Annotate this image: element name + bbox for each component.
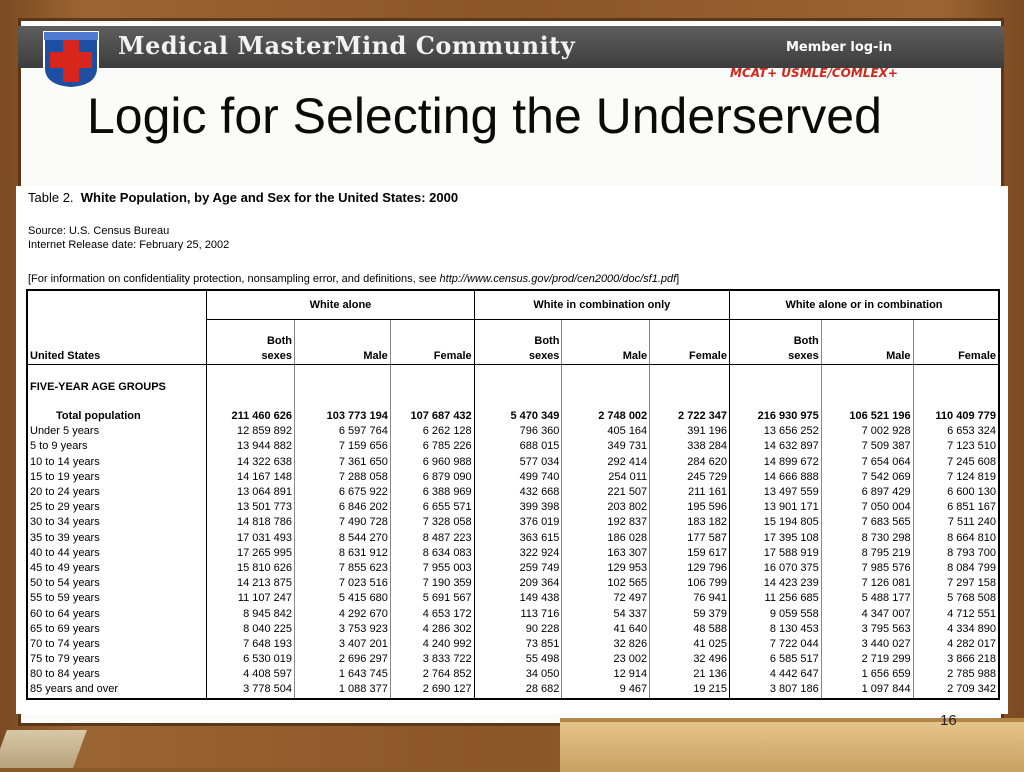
table-cell: 4 347 007 xyxy=(821,606,913,621)
table-source: Source: U.S. Census Bureau Internet Release date: February 25, 2002 xyxy=(28,225,230,251)
table-cell: 159 617 xyxy=(650,546,730,561)
table-cell: 5 691 567 xyxy=(390,591,474,606)
table-cell: 106 799 xyxy=(650,576,730,591)
census-table xyxy=(26,289,1000,700)
table-cell: 2 719 299 xyxy=(821,652,913,667)
table-cell: 349 731 xyxy=(562,439,650,454)
table-cell: 4 653 172 xyxy=(390,606,474,621)
table-cell: 8 664 810 xyxy=(913,531,999,546)
group-header: White alone or in combination xyxy=(729,290,999,320)
table-cell: 34 050 xyxy=(474,667,562,682)
table-cell: 7 126 081 xyxy=(821,576,913,591)
table-cell: 8 631 912 xyxy=(295,546,391,561)
table-row xyxy=(27,606,999,621)
table-cell: 13 501 773 xyxy=(207,500,295,515)
table-cell: 391 196 xyxy=(650,424,730,439)
table-cell: 2 696 297 xyxy=(295,652,391,667)
column-header-row xyxy=(27,320,999,365)
table-cell: 4 408 597 xyxy=(207,667,295,682)
table-title: Table 2. White Population, by Age and Sex for the United States: 2000 xyxy=(28,190,459,205)
table-note: [For information on confidentiality protection, nonsampling error, and definitions, see http://www.census.gov/prod/cen2000/doc/sf1.pdf] xyxy=(28,273,680,285)
table-cell: 7 023 516 xyxy=(295,576,391,591)
table-cell: 17 588 919 xyxy=(729,546,821,561)
table-cell: 13 064 891 xyxy=(207,485,295,500)
table-cell: 8 544 270 xyxy=(295,531,391,546)
table-row xyxy=(27,622,999,637)
table-cell: 405 164 xyxy=(562,424,650,439)
table-cell: 113 716 xyxy=(474,606,562,621)
table-cell: 6 851 167 xyxy=(913,500,999,515)
row-label: 10 to 14 years xyxy=(30,455,100,468)
table-cell: 48 588 xyxy=(650,622,730,637)
row-label: 60 to 64 years xyxy=(30,607,100,620)
table-cell: 102 565 xyxy=(562,576,650,591)
column-header-both-sexes: Both sexes xyxy=(207,320,295,365)
table-cell: 8 730 298 xyxy=(821,531,913,546)
table-cell: 7 123 510 xyxy=(913,439,999,454)
column-header-both-sexes: Both sexes xyxy=(474,320,562,365)
table-cell: 338 284 xyxy=(650,439,730,454)
row-label: 65 to 69 years xyxy=(30,622,100,635)
table-cell: 688 015 xyxy=(474,439,562,454)
table-cell: 7 985 576 xyxy=(821,561,913,576)
table-cell: 7 683 565 xyxy=(821,515,913,530)
section-label: FIVE-YEAR AGE GROUPS xyxy=(30,380,166,393)
table-cell: 59 379 xyxy=(650,606,730,621)
table-cell: 7 124 819 xyxy=(913,470,999,485)
table-cell: 13 944 882 xyxy=(207,439,295,454)
table-cell: 4 712 551 xyxy=(913,606,999,621)
table-cell: 363 615 xyxy=(474,531,562,546)
table-cell: 183 182 xyxy=(650,515,730,530)
group-header-empty xyxy=(27,290,207,320)
row-label: Under 5 years xyxy=(30,425,100,438)
table-cell: 163 307 xyxy=(562,546,650,561)
table-cell: 6 897 429 xyxy=(821,485,913,500)
table-cell: 5 768 508 xyxy=(913,591,999,606)
table-cell: 14 213 875 xyxy=(207,576,295,591)
table-row xyxy=(27,667,999,682)
table-cell: 32 826 xyxy=(562,637,650,652)
table-cell xyxy=(729,365,821,410)
table-cell: 8 945 842 xyxy=(207,606,295,621)
table-cell xyxy=(207,365,295,410)
table-cell: 7 490 728 xyxy=(295,515,391,530)
table-cell: 14 899 672 xyxy=(729,455,821,470)
table-cell: 15 810 626 xyxy=(207,561,295,576)
table-cell: 14 423 239 xyxy=(729,576,821,591)
table-cell: 110 409 779 xyxy=(913,409,999,424)
table-cell: 259 749 xyxy=(474,561,562,576)
table-cell: 284 620 xyxy=(650,455,730,470)
table-cell: 6 655 571 xyxy=(390,500,474,515)
table-cell: 2 709 342 xyxy=(913,682,999,698)
row-label: 30 to 34 years xyxy=(30,516,100,529)
table-cell: 17 265 995 xyxy=(207,546,295,561)
table-cell: 8 040 225 xyxy=(207,622,295,637)
table-cell: 23 002 xyxy=(562,652,650,667)
table-cell: 73 851 xyxy=(474,637,562,652)
table-cell: 211 460 626 xyxy=(207,409,295,424)
table-cell: 6 585 517 xyxy=(729,652,821,667)
group-header: White alone xyxy=(207,290,474,320)
table-row xyxy=(27,576,999,591)
table-cell: 254 011 xyxy=(562,470,650,485)
table-cell: 1 097 844 xyxy=(821,682,913,698)
column-header-female: Female xyxy=(913,320,999,365)
table-cell: 17 395 108 xyxy=(729,531,821,546)
table-cell: 3 807 186 xyxy=(729,682,821,698)
table-cell: 6 653 324 xyxy=(913,424,999,439)
table-cell: 376 019 xyxy=(474,515,562,530)
table-cell: 7 542 069 xyxy=(821,470,913,485)
table-cell: 7 002 928 xyxy=(821,424,913,439)
table-cell: 28 682 xyxy=(474,682,562,698)
table-cell: 7 722 044 xyxy=(729,637,821,652)
row-label: 85 years and over xyxy=(30,683,119,696)
table-cell: 2 722 347 xyxy=(650,409,730,424)
table-row xyxy=(27,424,999,439)
table-cell: 11 256 685 xyxy=(729,591,821,606)
table-cell: 3 440 027 xyxy=(821,637,913,652)
table-cell: 8 130 453 xyxy=(729,622,821,637)
table-cell: 103 773 194 xyxy=(295,409,391,424)
table-cell: 2 764 852 xyxy=(390,667,474,682)
table-cell: 8 084 799 xyxy=(913,561,999,576)
table-cell: 4 282 017 xyxy=(913,637,999,652)
exam-links[interactable]: MCAT+ USMLE/COMLEX+ xyxy=(730,66,898,80)
table-cell: 186 028 xyxy=(562,531,650,546)
table-cell: 3 866 218 xyxy=(913,652,999,667)
table-cell: 4 442 647 xyxy=(729,667,821,682)
table-cell: 41 640 xyxy=(562,622,650,637)
table-cell: 221 507 xyxy=(562,485,650,500)
table-cell: 322 924 xyxy=(474,546,562,561)
table-cell: 6 675 922 xyxy=(295,485,391,500)
table-cell: 1 088 377 xyxy=(295,682,391,698)
table-row xyxy=(27,561,999,576)
group-header-row xyxy=(27,290,999,320)
table-cell: 1 656 659 xyxy=(821,667,913,682)
table-cell xyxy=(913,365,999,410)
table-cell: 7 511 240 xyxy=(913,515,999,530)
row-label: 40 to 44 years xyxy=(30,546,100,559)
column-header-female: Female xyxy=(650,320,730,365)
table-cell: 14 666 888 xyxy=(729,470,821,485)
table-cell: 1 643 745 xyxy=(295,667,391,682)
table-row xyxy=(27,439,999,454)
table-cell: 2 690 127 xyxy=(390,682,474,698)
table-cell: 17 031 493 xyxy=(207,531,295,546)
table-cell: 9 059 558 xyxy=(729,606,821,621)
table-cell: 499 740 xyxy=(474,470,562,485)
table-cell: 399 398 xyxy=(474,500,562,515)
table-cell: 7 654 064 xyxy=(821,455,913,470)
table-cell: 76 941 xyxy=(650,591,730,606)
page-number: 16 xyxy=(940,712,957,729)
table-cell: 149 438 xyxy=(474,591,562,606)
column-header-female: Female xyxy=(390,320,474,365)
table-row xyxy=(27,470,999,485)
table-cell: 19 215 xyxy=(650,682,730,698)
table-cell: 203 802 xyxy=(562,500,650,515)
census-url-link[interactable]: http://www.census.gov/prod/cen2000/doc/sf1.pdf xyxy=(439,273,677,285)
table-cell: 14 632 897 xyxy=(729,439,821,454)
table-row xyxy=(27,546,999,561)
table-row xyxy=(27,455,999,470)
total-row xyxy=(27,409,999,424)
table-cell: 4 240 992 xyxy=(390,637,474,652)
table-cell: 195 596 xyxy=(650,500,730,515)
table-row xyxy=(27,500,999,515)
medical-cross-logo-icon xyxy=(40,28,102,90)
group-header: White in combination only xyxy=(474,290,729,320)
table-cell: 55 498 xyxy=(474,652,562,667)
table-row xyxy=(27,591,999,606)
census-table-card xyxy=(16,186,1008,714)
table-cell: 129 953 xyxy=(562,561,650,576)
row-label: 70 to 74 years xyxy=(30,637,100,650)
table-cell: 129 796 xyxy=(650,561,730,576)
row-label: 20 to 24 years xyxy=(30,486,100,499)
table-cell: 177 587 xyxy=(650,531,730,546)
table-cell xyxy=(821,365,913,410)
table-cell: 245 729 xyxy=(650,470,730,485)
desk-edge-left xyxy=(0,730,87,768)
row-label: 45 to 49 years xyxy=(30,561,100,574)
table-cell: 5 415 680 xyxy=(295,591,391,606)
table-cell: 14 322 638 xyxy=(207,455,295,470)
table-cell: 13 656 252 xyxy=(729,424,821,439)
table-cell: 6 879 090 xyxy=(390,470,474,485)
table-row xyxy=(27,652,999,667)
row-label: 75 to 79 years xyxy=(30,653,100,666)
table-cell xyxy=(650,365,730,410)
table-cell: 4 286 302 xyxy=(390,622,474,637)
table-cell: 3 795 563 xyxy=(821,622,913,637)
table-cell: 6 846 202 xyxy=(295,500,391,515)
table-cell: 292 414 xyxy=(562,455,650,470)
table-cell: 2 748 002 xyxy=(562,409,650,424)
table-cell: 7 245 608 xyxy=(913,455,999,470)
table-cell: 6 597 764 xyxy=(295,424,391,439)
table-cell: 7 328 058 xyxy=(390,515,474,530)
column-header-male: Male xyxy=(295,320,391,365)
table-cell: 216 930 975 xyxy=(729,409,821,424)
table-cell: 7 297 158 xyxy=(913,576,999,591)
table-cell: 209 364 xyxy=(474,576,562,591)
row-label: 35 to 39 years xyxy=(30,531,100,544)
table-cell: 107 687 432 xyxy=(390,409,474,424)
table-cell: 13 901 171 xyxy=(729,500,821,515)
column-header-male: Male xyxy=(562,320,650,365)
table-cell: 6 388 969 xyxy=(390,485,474,500)
row-label: 80 to 84 years xyxy=(30,668,100,681)
table-cell: 5 470 349 xyxy=(474,409,562,424)
table-cell: 7 050 004 xyxy=(821,500,913,515)
table-cell: 5 488 177 xyxy=(821,591,913,606)
table-cell: 2 785 988 xyxy=(913,667,999,682)
row-label: 55 to 59 years xyxy=(30,592,100,605)
row-label: Total population xyxy=(56,410,141,423)
table-cell: 12 914 xyxy=(562,667,650,682)
table-cell: 3 407 201 xyxy=(295,637,391,652)
row-label: 5 to 9 years xyxy=(30,440,88,453)
table-cell: 7 190 359 xyxy=(390,576,474,591)
table-cell: 72 497 xyxy=(562,591,650,606)
column-header-male: Male xyxy=(821,320,913,365)
table-cell: 7 955 003 xyxy=(390,561,474,576)
table-cell: 6 262 128 xyxy=(390,424,474,439)
table-cell: 9 467 xyxy=(562,682,650,698)
table-cell: 6 600 130 xyxy=(913,485,999,500)
table-cell: 12 859 892 xyxy=(207,424,295,439)
table-cell: 192 837 xyxy=(562,515,650,530)
table-row xyxy=(27,637,999,652)
table-cell: 4 334 890 xyxy=(913,622,999,637)
table-cell: 7 855 623 xyxy=(295,561,391,576)
table-cell: 8 793 700 xyxy=(913,546,999,561)
table-cell: 4 292 670 xyxy=(295,606,391,621)
table-cell: 3 833 722 xyxy=(390,652,474,667)
table-cell: 8 487 223 xyxy=(390,531,474,546)
table-cell: 6 960 988 xyxy=(390,455,474,470)
table-cell: 6 530 019 xyxy=(207,652,295,667)
section-row xyxy=(27,365,999,410)
member-login-link[interactable]: Member log-in xyxy=(786,40,893,55)
table-cell: 16 070 375 xyxy=(729,561,821,576)
table-cell: 7 648 193 xyxy=(207,637,295,652)
table-cell: 432 668 xyxy=(474,485,562,500)
table-row xyxy=(27,485,999,500)
table-cell: 106 521 196 xyxy=(821,409,913,424)
table-cell: 54 337 xyxy=(562,606,650,621)
table-cell: 7 509 387 xyxy=(821,439,913,454)
table-cell: 21 136 xyxy=(650,667,730,682)
row-header-label: United States xyxy=(27,320,207,365)
table-cell: 11 107 247 xyxy=(207,591,295,606)
table-cell: 7 159 656 xyxy=(295,439,391,454)
table-cell: 3 753 923 xyxy=(295,622,391,637)
table-cell xyxy=(474,365,562,410)
row-label: 15 to 19 years xyxy=(30,470,100,483)
table-row xyxy=(27,531,999,546)
slide-title: Logic for Selecting the Underserved xyxy=(87,88,882,144)
table-row xyxy=(27,682,999,698)
column-header-both-sexes: Both sexes xyxy=(729,320,821,365)
table-cell: 15 194 805 xyxy=(729,515,821,530)
table-cell: 13 497 559 xyxy=(729,485,821,500)
table-cell: 8 795 219 xyxy=(821,546,913,561)
row-label: 50 to 54 years xyxy=(30,577,100,590)
site-brand[interactable]: Medical MasterMind Community xyxy=(118,31,576,60)
table-cell: 796 360 xyxy=(474,424,562,439)
table-cell: 8 634 083 xyxy=(390,546,474,561)
table-cell xyxy=(562,365,650,410)
table-cell: 3 778 504 xyxy=(207,682,295,698)
table-cell: 14 167 148 xyxy=(207,470,295,485)
table-cell xyxy=(295,365,391,410)
table-cell: 41 025 xyxy=(650,637,730,652)
table-cell: 14 818 786 xyxy=(207,515,295,530)
table-cell xyxy=(390,365,474,410)
table-cell: 211 161 xyxy=(650,485,730,500)
table-cell: 7 361 650 xyxy=(295,455,391,470)
table-cell: 90 228 xyxy=(474,622,562,637)
table-cell: 32 496 xyxy=(650,652,730,667)
table-cell: 6 785 226 xyxy=(390,439,474,454)
table-cell: 577 034 xyxy=(474,455,562,470)
row-label: 25 to 29 years xyxy=(30,501,100,514)
table-row xyxy=(27,515,999,530)
table-cell: 7 288 058 xyxy=(295,470,391,485)
